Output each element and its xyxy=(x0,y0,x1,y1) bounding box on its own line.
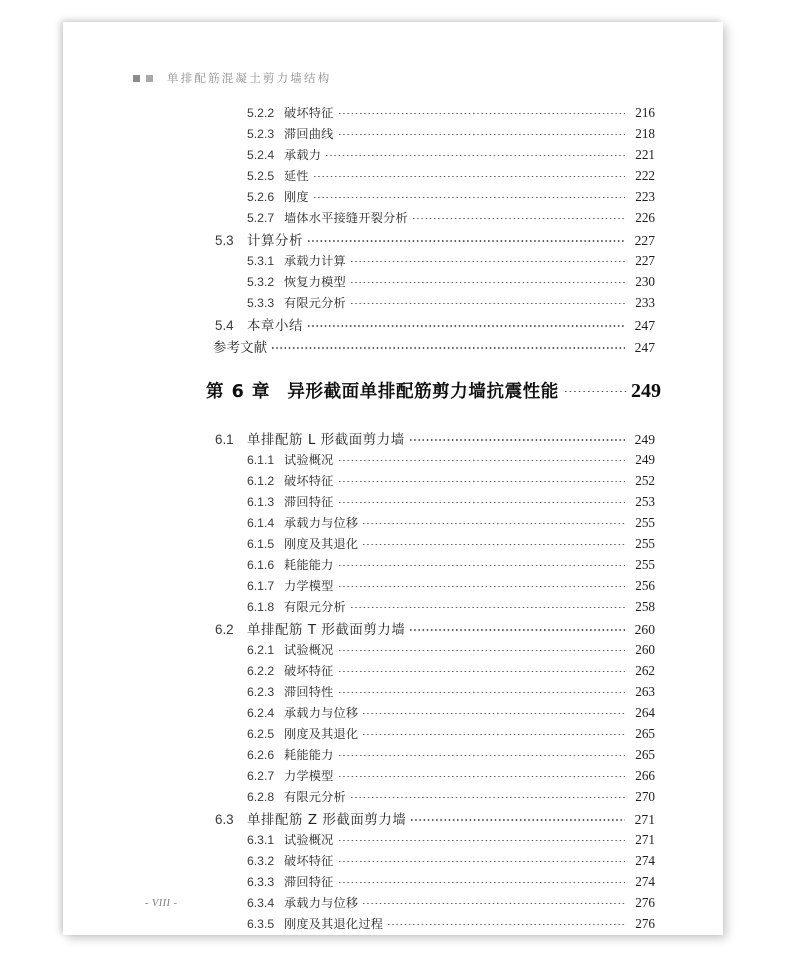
dot-leader xyxy=(388,916,625,928)
toc-entry-label: 试验概况 xyxy=(284,453,334,467)
toc-entry-number: 5.3.1 xyxy=(247,254,275,268)
toc-entry-page-number: 221 xyxy=(635,147,655,162)
toc-entry-page-number: 218 xyxy=(635,126,655,141)
toc-entry-page-number: 247 xyxy=(634,340,655,355)
toc-entry[interactable] xyxy=(63,831,723,852)
toc-entry-number: 6.1.8 xyxy=(247,600,275,614)
toc-entry[interactable] xyxy=(63,273,723,294)
dot-leader xyxy=(339,126,625,138)
toc-entry-number: 6.1.3 xyxy=(247,495,275,509)
toc-entry-number: 5.2.2 xyxy=(247,106,275,120)
dot-leader xyxy=(351,599,625,611)
toc-entry-number: 6.2.1 xyxy=(247,643,275,657)
toc-entry-number: 5.2.4 xyxy=(247,148,275,162)
toc-entry[interactable] xyxy=(63,577,723,598)
toc-entry-number: 6.3.3 xyxy=(247,875,275,889)
dot-leader xyxy=(339,473,625,485)
dot-leader xyxy=(351,295,625,307)
toc-entry-number: 6.2.3 xyxy=(247,685,275,699)
dot-leader xyxy=(339,684,625,696)
toc-entry-page-number: 270 xyxy=(635,789,655,804)
toc-entry-number: 6.1 xyxy=(215,432,234,447)
dot-leader xyxy=(326,147,625,159)
dot-leader xyxy=(339,452,625,464)
toc-entry[interactable] xyxy=(63,104,723,125)
toc-entry[interactable] xyxy=(63,535,723,556)
running-header-title: 单排配筋混凝土剪力墙结构 xyxy=(167,71,332,85)
toc-entry-number: 6.2.6 xyxy=(247,748,275,762)
toc-entry-page-number: 265 xyxy=(635,747,655,762)
toc-entry-label: 刚度 xyxy=(284,190,309,204)
dot-leader xyxy=(339,853,625,865)
chapter-page-number: 249 xyxy=(631,380,661,402)
toc-entry-label: 延性 xyxy=(284,169,309,183)
toc-entry[interactable] xyxy=(63,252,723,273)
toc-entry-page-number: 274 xyxy=(635,874,655,889)
toc-entry-label: 有限元分析 xyxy=(284,600,346,614)
dot-leader xyxy=(314,168,625,180)
toc-entry[interactable] xyxy=(63,315,723,337)
toc-entry-label: 承载力计算 xyxy=(284,254,346,268)
dot-leader xyxy=(339,663,625,675)
toc-entry-label: 耗能能力 xyxy=(284,558,334,572)
page-folio: - VIII - xyxy=(145,898,178,909)
square-marker-icon-secondary xyxy=(146,75,153,82)
dot-leader xyxy=(410,621,625,634)
running-header xyxy=(133,70,331,86)
toc-entry-label: 破坏特征 xyxy=(284,664,334,678)
toc-entry[interactable] xyxy=(63,472,723,493)
dot-leader xyxy=(351,789,625,801)
toc-entry-page-number: 262 xyxy=(635,663,655,678)
toc-entry-label: 刚度及其退化 xyxy=(284,727,359,741)
toc-entry-number: 5.3 xyxy=(215,233,234,248)
toc-entry-page-number: 266 xyxy=(635,768,655,783)
toc-entry-page-number: 256 xyxy=(635,578,655,593)
toc-entry-page-number: 249 xyxy=(635,452,655,467)
dot-leader xyxy=(565,381,629,397)
toc-entry-label: 力学模型 xyxy=(284,769,334,783)
toc-entry-page-number: 271 xyxy=(634,812,655,827)
toc-entry-page-number: 260 xyxy=(634,622,655,637)
toc-entry-page-number: 222 xyxy=(635,168,655,183)
toc-entry-label: 破坏特征 xyxy=(284,474,334,488)
toc-entry-label: 耗能能力 xyxy=(284,748,334,762)
toc-entry-number: 5.2.6 xyxy=(247,190,275,204)
chapter-number: 第 6 章 xyxy=(206,382,271,402)
toc-entry-number: 6.2.4 xyxy=(247,706,275,720)
toc-entry-label: 本章小结 xyxy=(247,319,303,334)
toc-entry-number: 6.1.5 xyxy=(247,537,275,551)
toc-entry[interactable] xyxy=(63,641,723,662)
toc-entry-label: 力学模型 xyxy=(284,579,334,593)
toc-entry[interactable] xyxy=(63,556,723,577)
toc-entry[interactable] xyxy=(63,704,723,725)
toc-entry-page-number: 227 xyxy=(635,253,655,268)
dot-leader xyxy=(363,705,625,717)
dot-leader xyxy=(363,515,625,527)
toc-entry[interactable] xyxy=(63,451,723,472)
toc-entry-label: 破坏特征 xyxy=(284,106,334,120)
toc-entry[interactable] xyxy=(63,146,723,167)
toc-entry-label: 刚度及其退化 xyxy=(284,537,359,551)
book-page-sheet xyxy=(63,22,723,935)
toc-entry-number: 5.3.2 xyxy=(247,275,275,289)
dot-leader xyxy=(410,431,625,444)
toc-entry-page-number: 253 xyxy=(635,494,655,509)
toc-entry-number: 5.2.7 xyxy=(247,211,275,225)
toc-entry[interactable] xyxy=(63,683,723,704)
dot-leader xyxy=(363,895,625,907)
dot-leader xyxy=(339,642,625,654)
toc-entry[interactable] xyxy=(63,619,723,641)
toc-entry-page-number: 274 xyxy=(635,853,655,868)
toc-entry-page-number: 247 xyxy=(634,318,655,333)
toc-entry-number: 6.1.7 xyxy=(247,579,275,593)
toc-entry-number: 6.1.2 xyxy=(247,474,275,488)
toc-entry-number: 6.2 xyxy=(215,622,234,637)
toc-entry[interactable] xyxy=(63,188,723,209)
toc-section-chapter5 xyxy=(63,104,723,359)
toc-entry-number: 6.2.8 xyxy=(247,790,275,804)
toc-entry-number: 6.1.1 xyxy=(247,453,275,467)
toc-entry[interactable] xyxy=(63,788,723,809)
toc-entry-number: 6.3.5 xyxy=(247,917,275,931)
toc-entry[interactable] xyxy=(63,725,723,746)
toc-entry-number: 6.3.1 xyxy=(247,833,275,847)
toc-entry-page-number: 252 xyxy=(635,473,655,488)
toc-entry-number: 6.3 xyxy=(215,812,234,827)
toc-entry-label: 有限元分析 xyxy=(284,790,346,804)
square-marker-icon xyxy=(133,75,140,82)
dot-leader xyxy=(314,189,625,201)
dot-leader xyxy=(339,494,625,506)
toc-entry[interactable] xyxy=(63,915,723,936)
toc-entry[interactable] xyxy=(63,809,723,831)
toc-entry-number: 5.2.3 xyxy=(247,127,275,141)
toc-entry-page-number: 263 xyxy=(635,684,655,699)
dot-leader xyxy=(339,578,625,590)
toc-entry-label: 滞回特征 xyxy=(284,495,334,509)
toc-entry-page-number: 223 xyxy=(635,189,655,204)
toc-entry[interactable] xyxy=(63,167,723,188)
toc-entry-label: 破坏特征 xyxy=(284,854,334,868)
toc-entry-number: 6.2.2 xyxy=(247,664,275,678)
toc-entry[interactable] xyxy=(63,125,723,146)
toc-entry-page-number: 255 xyxy=(635,536,655,551)
toc-entry-label: 滞回特征 xyxy=(284,875,334,889)
toc-entry-page-number: 258 xyxy=(635,599,655,614)
dot-leader xyxy=(339,768,625,780)
toc-entry[interactable] xyxy=(63,337,723,359)
dot-leader xyxy=(411,811,625,824)
toc-entry-label: 滞回曲线 xyxy=(284,127,334,141)
toc-entry-label: 恢复力模型 xyxy=(284,275,346,289)
toc-entry-label: 单排配筋 Z 形截面剪力墙 xyxy=(247,813,407,828)
toc-entry[interactable] xyxy=(63,514,723,535)
toc-entry-page-number: 255 xyxy=(635,515,655,530)
toc-entry-number: 6.1.6 xyxy=(247,558,275,572)
toc-entry-label: 墙体水平接缝开裂分析 xyxy=(284,211,408,225)
toc-entry[interactable] xyxy=(63,873,723,894)
toc-entry-label: 承载力与位移 xyxy=(284,896,359,910)
chapter-heading-row[interactable] xyxy=(63,378,723,410)
toc-entry[interactable] xyxy=(63,767,723,788)
toc-entry-number: 5.3.3 xyxy=(247,296,275,310)
toc-entry-label: 单排配筋 L 形截面剪力墙 xyxy=(247,433,405,448)
dot-leader xyxy=(363,726,625,738)
toc-entry-label: 单排配筋 T 形截面剪力墙 xyxy=(247,623,406,638)
toc-entry[interactable] xyxy=(63,852,723,873)
toc-entry-label: 试验概况 xyxy=(284,643,334,657)
toc-section-chapter6 xyxy=(63,429,723,936)
toc-entry-page-number: 249 xyxy=(634,432,655,447)
toc-entry-page-number: 276 xyxy=(635,895,655,910)
toc-entry-label: 试验概况 xyxy=(284,833,334,847)
toc-entry[interactable] xyxy=(63,662,723,683)
toc-entry-number: 6.2.5 xyxy=(247,727,275,741)
toc-entry-page-number: 265 xyxy=(635,726,655,741)
toc-entry[interactable] xyxy=(63,294,723,315)
toc-entry-number: 5.2.5 xyxy=(247,169,275,183)
toc-entry-number: 6.2.7 xyxy=(247,769,275,783)
toc-entry-label: 承载力 xyxy=(284,148,322,162)
toc-entry-label: 滞回特性 xyxy=(284,685,334,699)
dot-leader xyxy=(363,536,625,548)
toc-entry[interactable] xyxy=(63,493,723,514)
toc-entry-number: 6.1.4 xyxy=(247,516,275,530)
dot-leader xyxy=(308,232,625,245)
table-of-contents xyxy=(63,104,723,936)
toc-entry-page-number: 271 xyxy=(635,832,655,847)
dot-leader xyxy=(339,557,625,569)
toc-entry-page-number: 264 xyxy=(635,705,655,720)
toc-entry[interactable] xyxy=(63,598,723,619)
chapter-title: 异形截面单排配筋剪力墙抗震性能 xyxy=(287,382,559,402)
toc-entry-label: 计算分析 xyxy=(247,234,303,249)
toc-entry[interactable] xyxy=(63,209,723,230)
toc-entry-number: 6.3.4 xyxy=(247,896,275,910)
toc-entry-page-number: 227 xyxy=(634,233,655,248)
toc-entry-page-number: 276 xyxy=(635,916,655,931)
dot-leader xyxy=(413,210,625,222)
toc-entry-label: 刚度及其退化过程 xyxy=(284,917,384,931)
toc-entry[interactable] xyxy=(63,230,723,252)
dot-leader xyxy=(272,339,625,352)
toc-entry[interactable] xyxy=(63,429,723,451)
toc-entry-page-number: 255 xyxy=(635,557,655,572)
toc-entry-label: 参考文献 xyxy=(213,341,268,356)
toc-entry-page-number: 216 xyxy=(635,105,655,120)
toc-entry-page-number: 230 xyxy=(635,274,655,289)
toc-entry-label: 承载力与位移 xyxy=(284,516,359,530)
dot-leader xyxy=(339,874,625,886)
dot-leader xyxy=(308,317,625,330)
dot-leader xyxy=(339,832,625,844)
toc-entry-label: 承载力与位移 xyxy=(284,706,359,720)
toc-entry[interactable] xyxy=(63,746,723,767)
toc-entry-number: 5.4 xyxy=(215,318,234,333)
dot-leader xyxy=(351,253,625,265)
dot-leader xyxy=(339,747,625,759)
dot-leader xyxy=(351,274,625,286)
toc-entry-number: 6.3.2 xyxy=(247,854,275,868)
toc-entry-page-number: 226 xyxy=(635,210,655,225)
toc-entry-label: 有限元分析 xyxy=(284,296,346,310)
dot-leader xyxy=(339,105,625,117)
toc-entry-page-number: 233 xyxy=(635,295,655,310)
toc-entry-page-number: 260 xyxy=(635,642,655,657)
